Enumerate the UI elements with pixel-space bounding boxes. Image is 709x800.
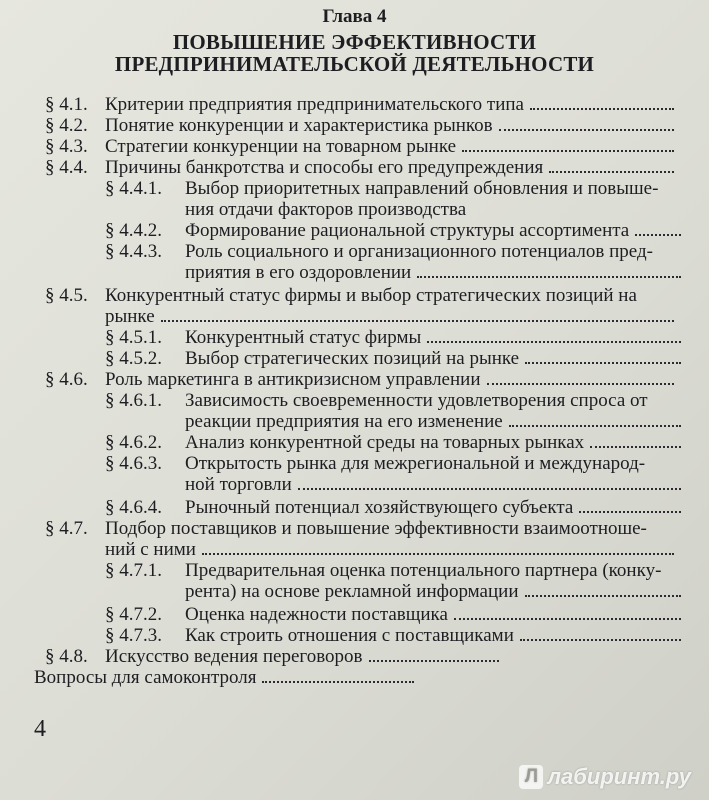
section-number: § 4.6.4. bbox=[105, 497, 162, 518]
section-title: Конкурентный статус фирмы и выбор стратегических позиций на bbox=[105, 285, 637, 306]
section-title: Понятие конкуренции и характеристика рынков bbox=[105, 115, 493, 136]
section-number: § 4.5. bbox=[45, 285, 88, 306]
toc-entry-4-7 bbox=[0, 518, 709, 539]
labirint-watermark bbox=[519, 764, 691, 790]
section-title: Подбор поставщиков и повышение эффективности взаимоотноше- bbox=[105, 518, 647, 539]
toc-entry-4-4-2 bbox=[0, 220, 709, 241]
section-title: Искусство ведения переговоров bbox=[105, 646, 363, 667]
toc-entry-4-5-1 bbox=[0, 327, 709, 348]
toc-entry-4-4-3 bbox=[0, 241, 709, 262]
toc-entry-4-7-3 bbox=[0, 625, 709, 646]
toc-entry-continuation bbox=[0, 199, 709, 220]
toc-entry-questions bbox=[0, 667, 709, 688]
toc-entry-4-4 bbox=[0, 157, 709, 178]
leader-dots bbox=[530, 94, 674, 110]
toc-entry-continuation bbox=[0, 306, 709, 327]
toc-entry-continuation bbox=[0, 262, 709, 283]
leader-dots bbox=[525, 581, 682, 597]
section-title-continued: ной торговли bbox=[185, 474, 292, 495]
chapter-label: Глава 4 bbox=[322, 6, 387, 27]
leader-dots bbox=[427, 327, 681, 343]
section-title: Роль маркетинга в антикризисном управлении bbox=[105, 369, 481, 390]
toc-entry-4-7-1 bbox=[0, 560, 709, 581]
leader-dots bbox=[520, 625, 681, 641]
chapter-title-line-2: ПРЕДПРИНИМАТЕЛЬСКОЙ ДЕЯТЕЛЬНОСТИ bbox=[114, 52, 595, 76]
toc-entry-4-5-2 bbox=[0, 348, 709, 369]
toc-entry-4-7-2 bbox=[0, 604, 709, 625]
toc-entry-4-4-1 bbox=[0, 178, 709, 199]
section-number: § 4.7. bbox=[45, 518, 88, 539]
toc-entry-4-6-1 bbox=[0, 390, 709, 411]
section-number: § 4.7.2. bbox=[105, 604, 162, 625]
section-title: Как строить отношения с поставщиками bbox=[185, 625, 514, 646]
toc-entry-continuation bbox=[0, 411, 709, 432]
section-title: Предварительная оценка потенциального партнера (конку- bbox=[185, 560, 662, 581]
toc-entry-4-3 bbox=[0, 136, 709, 157]
toc-entry-4-6-2 bbox=[0, 432, 709, 453]
section-number: § 4.7.3. bbox=[105, 625, 162, 646]
leader-dots bbox=[487, 369, 675, 385]
section-title-continued: реакции предприятия на его изменение bbox=[185, 411, 503, 432]
section-number: § 4.2. bbox=[45, 115, 88, 136]
toc-entry-4-6-4 bbox=[0, 497, 709, 518]
questions-title: Вопросы для самоконтроля bbox=[34, 667, 257, 688]
page-number: 4 bbox=[34, 716, 46, 742]
leader-dots bbox=[369, 646, 499, 662]
section-number: § 4.4.1. bbox=[105, 178, 162, 199]
toc-entry-4-8 bbox=[0, 646, 709, 667]
leader-dots bbox=[509, 411, 681, 427]
section-title: Формирование рациональной структуры ассортимента bbox=[185, 220, 630, 241]
leader-dots bbox=[454, 604, 681, 620]
section-title-continued: приятия в его оздоровлении bbox=[185, 262, 412, 283]
section-number: § 4.5.1. bbox=[105, 327, 162, 348]
section-title: Роль социального и организационного потенциалов пред- bbox=[185, 241, 653, 262]
leader-dots bbox=[590, 432, 681, 448]
section-title: Рыночный потенциал хозяйствующего субъекта bbox=[185, 497, 574, 518]
toc-entry-4-6 bbox=[0, 369, 709, 390]
chapter-title-line-1: ПОВЫШЕНИЕ ЭФФЕКТИВНОСТИ bbox=[172, 30, 537, 54]
section-number: § 4.5.2. bbox=[105, 348, 162, 369]
section-title-continued: ний с ними bbox=[105, 539, 196, 560]
section-title: Анализ конкурентной среды на товарных рынках bbox=[185, 432, 585, 453]
table-of-contents bbox=[0, 94, 709, 688]
leader-dots bbox=[525, 348, 681, 364]
section-number: § 4.3. bbox=[45, 136, 88, 157]
toc-entry-continuation bbox=[0, 474, 709, 495]
section-title: Конкурентный статус фирмы bbox=[185, 327, 422, 348]
leader-dots bbox=[202, 539, 674, 555]
section-title: Оценка надежности поставщика bbox=[185, 604, 448, 625]
leader-dots bbox=[262, 667, 414, 683]
section-title: Причины банкротства и способы его предупреждения bbox=[105, 157, 544, 178]
leader-dots bbox=[635, 220, 681, 236]
labirint-logo-icon: Л bbox=[519, 765, 543, 789]
section-title: Выбор приоритетных направлений обновления и повыше- bbox=[185, 178, 659, 199]
section-number: § 4.6.1. bbox=[105, 390, 162, 411]
section-number: § 4.4.3. bbox=[105, 241, 162, 262]
section-number: § 4.8. bbox=[45, 646, 88, 667]
leader-dots bbox=[549, 157, 674, 173]
toc-entry-continuation bbox=[0, 539, 709, 560]
section-number: § 4.4.2. bbox=[105, 220, 162, 241]
section-number: § 4.6.2. bbox=[105, 432, 162, 453]
leader-dots bbox=[161, 306, 674, 322]
section-number: § 4.6.3. bbox=[105, 453, 162, 474]
section-title: Открытость рынка для межрегиональной и международ- bbox=[185, 453, 646, 474]
section-number: § 4.1. bbox=[45, 94, 88, 115]
section-title: Критерии предприятия предпринимательского типа bbox=[105, 94, 524, 115]
section-title-continued: рента) на основе рекламной информации bbox=[185, 581, 519, 602]
section-title: Выбор стратегических позиций на рынке bbox=[185, 348, 520, 369]
leader-dots bbox=[417, 262, 681, 278]
toc-entry-continuation bbox=[0, 581, 709, 602]
section-title-continued: рынке bbox=[105, 306, 155, 327]
section-title: Зависимость своевременности удовлетворения спроса от bbox=[185, 390, 648, 411]
toc-entry-4-5 bbox=[0, 285, 709, 306]
section-number: § 4.7.1. bbox=[105, 560, 162, 581]
section-number: § 4.4. bbox=[45, 157, 88, 178]
section-title: Стратегии конкуренции на товарном рынке bbox=[105, 136, 457, 157]
toc-entry-4-2 bbox=[0, 115, 709, 136]
leader-dots bbox=[579, 497, 681, 513]
watermark-text: лабиринт.ру bbox=[547, 764, 691, 789]
section-title-continued: ния отдачи факторов производства bbox=[185, 199, 467, 220]
leader-dots bbox=[499, 115, 674, 131]
leader-dots bbox=[462, 136, 674, 152]
toc-entry-4-6-3 bbox=[0, 453, 709, 474]
section-number: § 4.6. bbox=[45, 369, 88, 390]
toc-entry-4-1 bbox=[0, 94, 709, 115]
leader-dots bbox=[298, 474, 681, 490]
